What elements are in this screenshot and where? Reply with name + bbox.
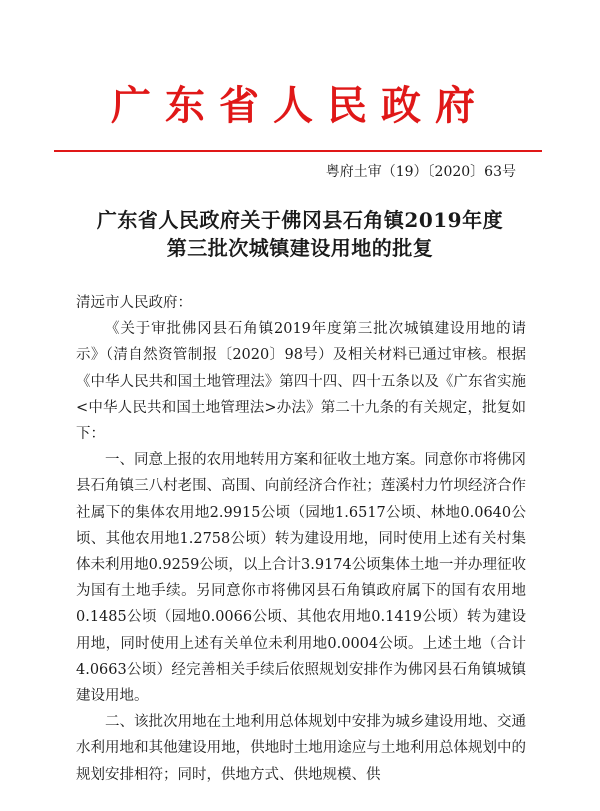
issuer-header: 广东省人民政府 [111,82,489,129]
title-line-1: 广东省人民政府关于佛冈县石角镇2019年度 [96,208,504,232]
red-divider [54,150,542,152]
title-line-2: 第三批次城镇建设用地的批复 [166,236,434,260]
document-number: 粤府土审（19）〔2020〕63号 [325,164,516,180]
paragraph-item-2: 二、该批次用地在土地利用总体规划中安排为城乡建设用地、交通水利用地和其他建设用地，供地时土地用途应与土地利用总体规划中的规划安排相符；同时，供地方式、供地规模、供 [76,714,526,783]
document-title [0,206,600,262]
document-body [76,290,526,788]
paragraph-item-1: 一、同意上报的农用地转用方案和征收土地方案。同意你市将佛冈县石角镇三八村老围、高围、向前经济合作社；莲溪村力竹坝经济合作社属下的集体农用地2.9915公顷（园地1.6517公顷、林地0.0640公顷、其他农用地1.2758公顷）转为建设用地，同时使用上述有关村集体未利用地0.9259公顷，以上合计3.9174公顷集体土地一并办理征收为国有土地手续。另同意你市将佛冈县石角镇政府属下的国有农用地0.1485公顷（园地0.0066公顷、其他农用地0.1419公顷）转为建设用地，同时使用上述有关单位未利用地0.0004公顷。上述土地（合计4.0663公顷）经完善相关手续后依照规划安排作为佛冈县石角镇城镇建设用地。 [76,452,526,705]
paragraph-intro: 《关于审批佛冈县石角镇2019年度第三批次城镇建设用地的请示》（清自然资管制报〔2020〕98号）及相关材料已通过审核。根据《中华人民共和国土地管理法》第四十四、四十五条以及《广东省实施<中华人民共和国土地管理法>办法》第二十九条的有关规定，批复如下： [76,321,526,443]
salutation: 清远市人民政府： [76,295,192,311]
